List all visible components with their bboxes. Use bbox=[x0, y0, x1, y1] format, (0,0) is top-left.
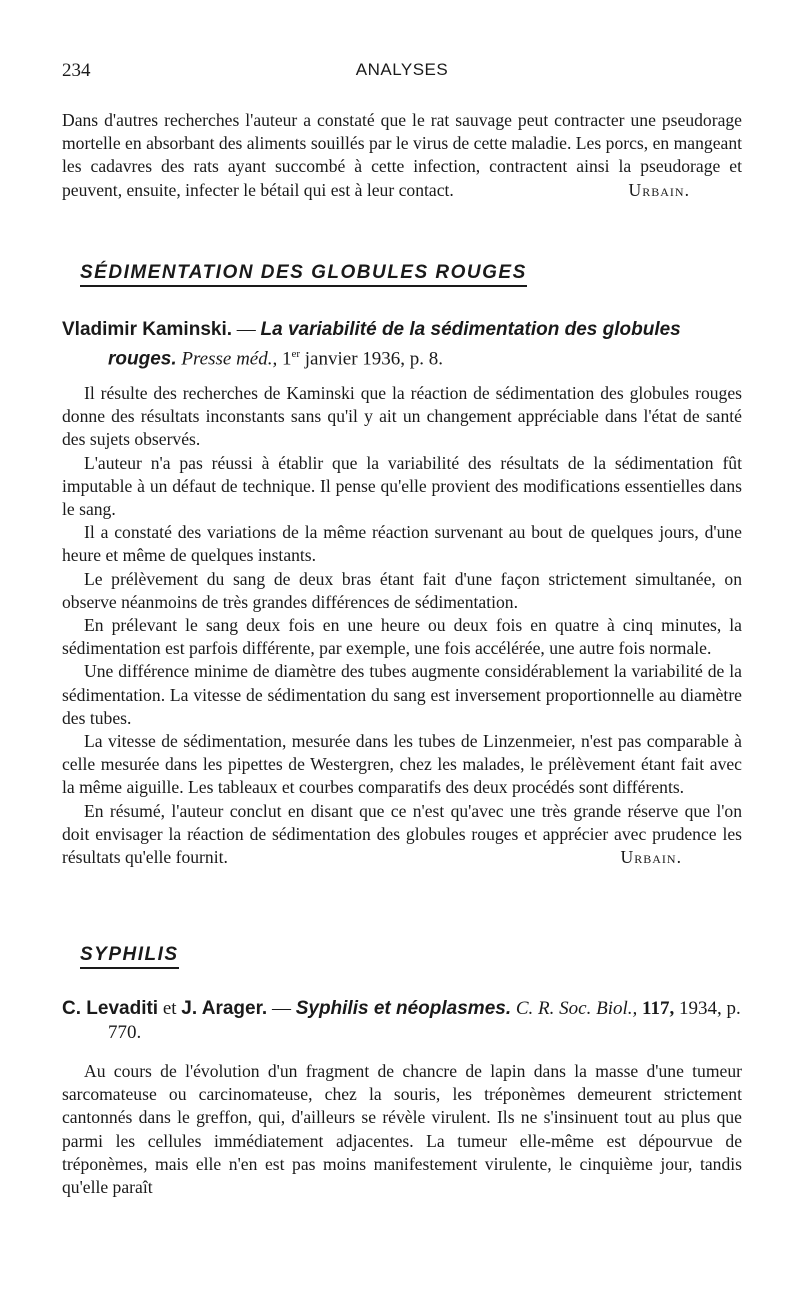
reference-date-sup: er bbox=[291, 348, 301, 360]
intro-block bbox=[62, 109, 742, 202]
reference-rest: 1934, p. 770. bbox=[108, 998, 741, 1043]
section1-signature: Urbain. bbox=[620, 847, 682, 868]
section-heading-sedimentation bbox=[80, 262, 527, 287]
reference-title: Syphilis et néoplasmes. bbox=[295, 998, 512, 1019]
body-paragraph: L'auteur n'a pas réussi à établir que la variabilité des résultats de la sédimentation fût imputable à un défaut de technique. Il pense qu'elle provient des modifications essentielles dans le sang. bbox=[62, 452, 742, 520]
body-paragraph: Au cours de l'évolution d'un fragment de chancre de lapin dans la masse d'une tumeur sarcomateuse ou carcinomateuse, chez la souris, les tréponèmes demeurent strictement cantonnés dans le greffon, qui, d'ailleurs se révèle virulent. Ils ne s'insinuent tout au plus que parmi les cellules immédiatement adjacentes. La tumeur elle-même est dépourvue de tréponèmes, mais elle n'en est pas moins manifestement virulente, le cinquième jour, tandis qu'elle paraît bbox=[62, 1061, 742, 1198]
reference-date-rest: janvier 1936, p. 8. bbox=[300, 348, 444, 370]
reference-date-day: 1 bbox=[277, 348, 292, 370]
body-paragraph: Le prélèvement du sang de deux bras étant fait d'une façon strictement simultanée, on observe néanmoins de très grandes différences de sédimentation. bbox=[62, 568, 742, 612]
reference-dash: — bbox=[232, 319, 261, 340]
reference-kaminski bbox=[62, 318, 742, 371]
reference-volume: 117, bbox=[637, 998, 675, 1019]
reference-citation bbox=[62, 318, 742, 371]
reference-author-1: C. Levaditi bbox=[62, 998, 159, 1019]
final-paragraph-text: En résumé, l'auteur conclut en disant que ce n'est qu'avec une très grande réserve que l'on doit envisager la réaction de sédimentation des globules rouges et apprécier avec prudence les résultats qu'elle fournit. bbox=[62, 800, 742, 868]
reference-journal: C. R. Soc. Biol., bbox=[511, 998, 638, 1019]
reference-author: Vladimir Kaminski. bbox=[62, 319, 233, 340]
reference-journal: Presse méd., bbox=[181, 348, 278, 370]
body-paragraph: En prélevant le sang deux fois en une heure ou deux fois en quatre à cinq minutes, la sédimentation est parfois différente, par exemple, une fois accélérée, une autre fois normale. bbox=[62, 615, 742, 659]
reference-author-2: J. Arager. bbox=[181, 998, 268, 1019]
body-paragraph: Une différence minime de diamètre des tubes augmente considérablement la variabilité de la sédimentation. La vitesse de sédimentation du sang est inversement proportionnelle au diamètre des tubes. bbox=[62, 661, 742, 728]
section2-body bbox=[62, 1060, 742, 1199]
section-heading-syphilis bbox=[80, 944, 179, 969]
reference-title: La variabilité de la sédimentation des globules rouges. bbox=[108, 319, 681, 370]
body-paragraph: Il a constaté des variations de la même réaction survenant au bout de quelques jours, d'une heure et même de quelques instants. bbox=[62, 522, 742, 566]
body-paragraph bbox=[62, 800, 742, 870]
intro-paragraph bbox=[62, 109, 742, 202]
section1-body bbox=[62, 382, 742, 869]
intro-text: Dans d'autres recherches l'auteur a constaté que le rat sauvage peut contracter une pseudorage mortelle en absorbant des aliments souillés par le virus de cette maladie. Les porcs, en mangeant les cadavres des rats ayant succombé à cette infection, contractent ainsi la pseudorage et peuvent, ensuite, infecter le bétail qui est à leur contact. bbox=[62, 110, 742, 200]
intro-signature: Urbain. bbox=[628, 179, 690, 200]
section-title: SÉDIMENTATION DES GLOBULES ROUGES bbox=[80, 262, 527, 287]
reference-conjunction: et bbox=[158, 998, 182, 1019]
reference-dash: — bbox=[267, 998, 296, 1019]
reference-levaditi bbox=[62, 997, 742, 1045]
body-paragraph: Il résulte des recherches de Kaminski que la réaction de sédimentation des globules rouges donne des résultats inconstants sans qu'il y ait un changement appréciable dans l'état de santé des sujets observés. bbox=[62, 383, 742, 450]
section-title: SYPHILIS bbox=[80, 944, 179, 969]
body-paragraph: La vitesse de sédimentation, mesurée dans les tubes de Linzenmeier, n'est pas comparable à celle mesurée dans les pipettes de Westergren, chez les malades, le prélèvement étant fait avec la même aiguille. Les tableaux et courbes comparatifs des deux procédés sont différents. bbox=[62, 731, 742, 798]
reference-citation bbox=[62, 997, 742, 1045]
running-title: ANALYSES bbox=[355, 60, 449, 79]
page-number: 234 bbox=[62, 60, 91, 81]
page-header bbox=[62, 60, 742, 90]
